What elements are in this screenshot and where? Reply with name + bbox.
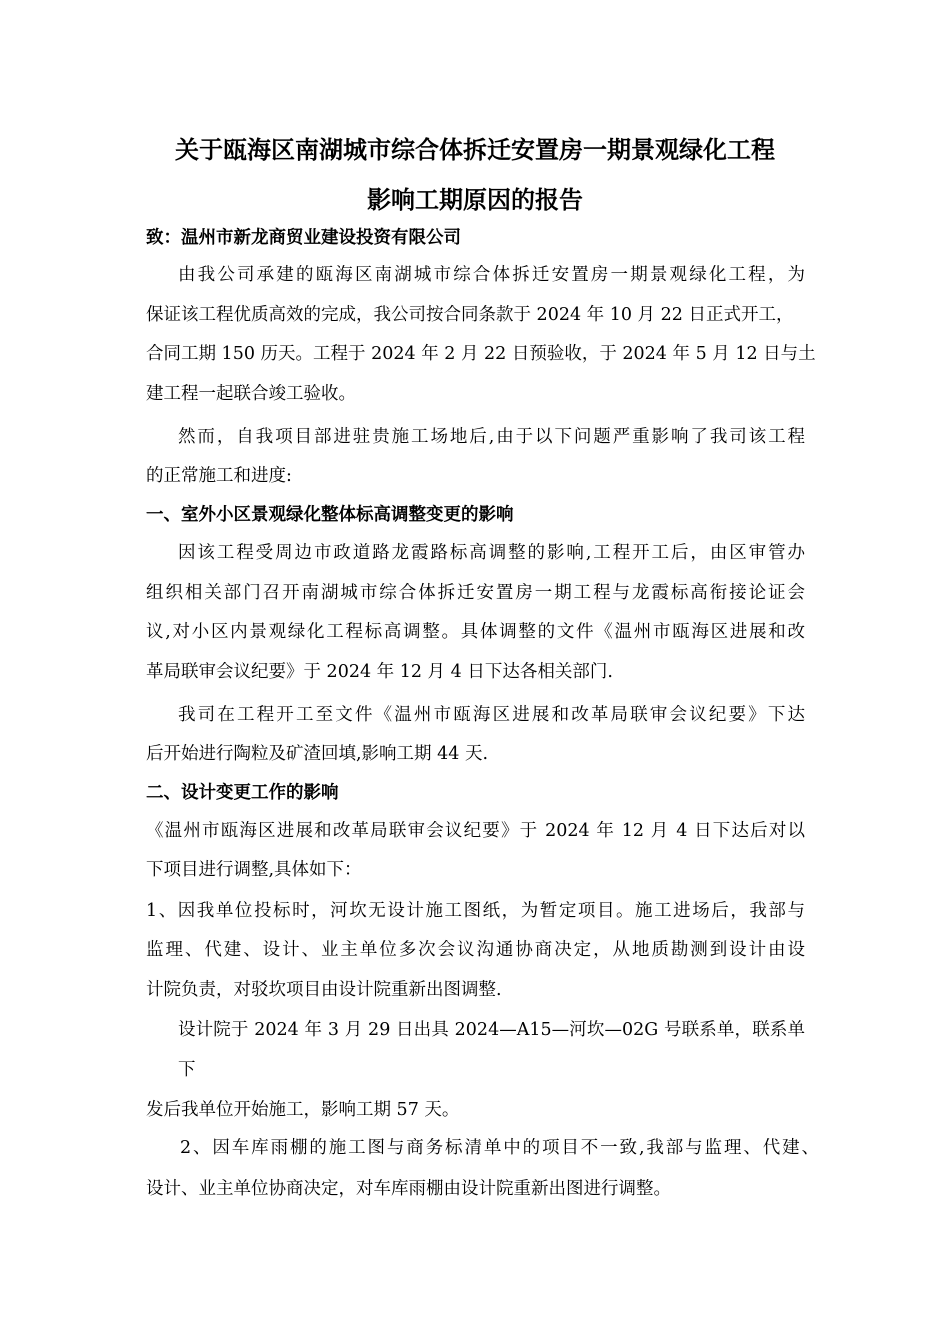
paragraph-line: 后开始进行陶粒及矿渣回填,影响工期 44 天. xyxy=(146,744,489,764)
paragraph-line: 因该工程受周边市政道路龙霞路标高调整的影响,工程开工后，由区审管办 xyxy=(178,543,805,563)
paragraph-line: 议,对小区内景观绿化工程标高调整。具体调整的文件《温州市瓯海区进展和改 xyxy=(146,622,805,642)
paragraph-line: 我司在工程开工至文件《温州市瓯海区进展和改革局联审会议纪要》下达 xyxy=(178,705,805,725)
paragraph-line: 发后我单位开始施工，影响工期 57 天。 xyxy=(146,1100,460,1120)
paragraph-line: 计院负责，对驳坎项目由设计院重新出图调整. xyxy=(146,980,502,1000)
paragraph-line: 建工程一起联合竣工验收。 xyxy=(146,384,356,404)
paragraph-line: 由我公司承建的瓯海区南湖城市综合体拆迁安置房一期景观绿化工程，为 xyxy=(178,265,805,285)
paragraph-line: 下 xyxy=(178,1060,196,1080)
paragraph-line: 的正常施工和进度: xyxy=(146,466,292,486)
paragraph-line: 设计、业主单位协商决定，对车库雨棚由设计院重新出图进行调整。 xyxy=(146,1179,671,1199)
paragraph-line: 然而，自我项目部进驻贵施工场地后,由于以下问题严重影响了我司该工程 xyxy=(178,427,805,447)
section-heading-2: 二、设计变更工作的影响 xyxy=(146,783,339,803)
section-heading-1: 一、室外小区景观绿化整体标高调整变更的影响 xyxy=(146,505,514,525)
paragraph-line: 监理、代建、设计、业主单位多次会议沟通协商决定，从地质勘测到设计由设 xyxy=(146,940,805,960)
paragraph-line: 2、因车库雨棚的施工图与商务标清单中的项目不一致,我部与监理、代建、 xyxy=(180,1138,819,1158)
paragraph-line: 设计院于 2024 年 3 月 29 日出具 2024—A15—河坎—02G 号联系单，联系单 xyxy=(178,1020,805,1040)
paragraph-line: 合同工期 150 历天。工程于 2024 年 2 月 22 日预验收，于 2024 年 5 月 12 日与土 xyxy=(146,344,816,364)
paragraph-line: 《温州市瓯海区进展和改革局联审会议纪要》于 2024 年 12 月 4 日下达后对以 xyxy=(146,821,805,841)
addressee: 致：温州市新龙商贸业建设投资有限公司 xyxy=(146,228,461,248)
paragraph-line: 革局联审会议纪要》于 2024 年 12 月 4 日下达各相关部门. xyxy=(146,662,613,682)
paragraph-line: 下项目进行调整,具体如下： xyxy=(146,860,362,880)
paragraph-line: 组织相关部门召开南湖城市综合体拆迁安置房一期工程与龙霞标高衔接论证会 xyxy=(146,583,805,603)
document-title-line-1: 关于瓯海区南湖城市综合体拆迁安置房一期景观绿化工程 xyxy=(175,136,775,164)
paragraph-line: 保证该工程优质高效的完成，我公司按合同条款于 2024 年 10 月 22 日正式开工， xyxy=(146,305,794,325)
paragraph-line: 1、因我单位投标时，河坎无设计施工图纸，为暂定项目。施工进场后，我部与 xyxy=(146,901,805,921)
document-title-line-2: 影响工期原因的报告 xyxy=(367,186,583,214)
